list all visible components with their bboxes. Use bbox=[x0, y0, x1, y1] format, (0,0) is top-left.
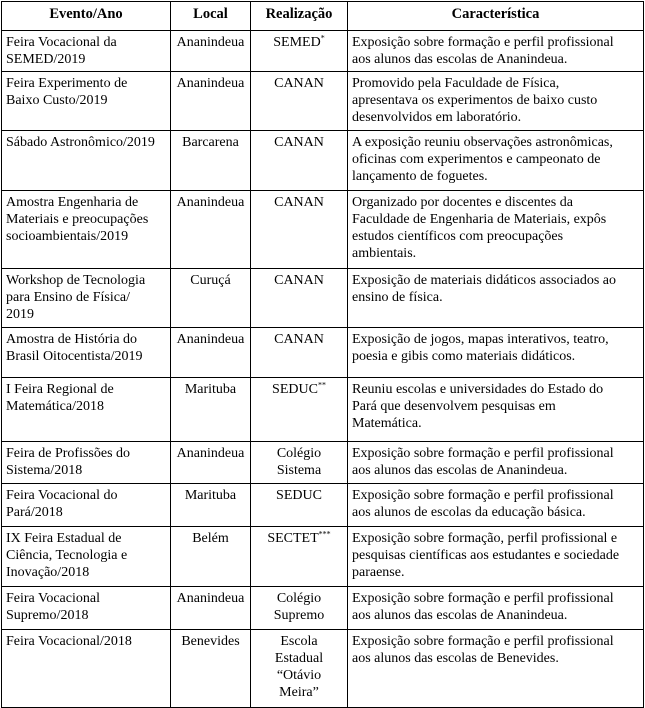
realizacao-line: CANAN bbox=[274, 135, 324, 150]
cell-caracteristica bbox=[348, 378, 644, 442]
realizacao-line: SEDUC bbox=[272, 382, 318, 397]
caracteristica-line: apresentava os experimentos de baixo custo bbox=[352, 93, 598, 108]
local-line: Ananindeua bbox=[176, 35, 245, 50]
cell-local bbox=[171, 527, 251, 587]
cell-local bbox=[171, 442, 251, 484]
cell-evento bbox=[2, 191, 171, 269]
evento-line: Feira de Profissões do bbox=[6, 446, 131, 461]
cell-local bbox=[171, 630, 251, 708]
caracteristica-line: Matemática. bbox=[352, 416, 422, 431]
evento-line: SEMED/2019 bbox=[6, 52, 86, 67]
caracteristica-line: Exposição sobre formação e perfil profissional bbox=[352, 591, 614, 606]
cell-local bbox=[171, 378, 251, 442]
table-row bbox=[2, 191, 644, 269]
caracteristica-line: Exposição sobre formação, perfil profissional e bbox=[352, 531, 618, 546]
header-realizacao: Realização bbox=[251, 2, 348, 31]
cell-realizacao bbox=[251, 269, 348, 328]
cell-caracteristica bbox=[348, 587, 644, 630]
table-row bbox=[2, 442, 644, 484]
table-row bbox=[2, 587, 644, 630]
local-line: Ananindeua bbox=[176, 76, 245, 91]
evento-line: Feira Vocacional do bbox=[6, 488, 118, 503]
cell-realizacao bbox=[251, 378, 348, 442]
caracteristica-line: Reuniu escolas e universidades do Estado do bbox=[352, 382, 604, 397]
table-row bbox=[2, 378, 644, 442]
realizacao-line: CANAN bbox=[274, 332, 324, 347]
evento-line: Baixo Custo/2019 bbox=[6, 93, 108, 108]
evento-line: Feira Vocacional da bbox=[6, 35, 117, 50]
cell-caracteristica bbox=[348, 269, 644, 328]
caracteristica-line: pesquisas científicas aos estudantes e sociedade bbox=[352, 548, 620, 563]
evento-line: Feira Experimento de bbox=[6, 76, 128, 91]
evento-line: Ciência, Tecnologia e bbox=[6, 548, 128, 563]
cell-realizacao bbox=[251, 442, 348, 484]
local-line: Ananindeua bbox=[176, 591, 245, 606]
caracteristica-line: lançamento de foguetes. bbox=[352, 169, 488, 184]
caracteristica-line: ambientais. bbox=[352, 246, 417, 261]
local-line: Ananindeua bbox=[176, 446, 245, 461]
cell-caracteristica bbox=[348, 527, 644, 587]
table-row bbox=[2, 630, 644, 708]
cell-evento bbox=[2, 484, 171, 527]
evento-line: Sábado Astronômico/2019 bbox=[6, 135, 155, 150]
local-line: Benevides bbox=[181, 634, 240, 649]
caracteristica-line: Exposição sobre formação e perfil profissional bbox=[352, 446, 614, 461]
evento-line: Workshop de Tecnologia bbox=[6, 273, 146, 288]
cell-realizacao bbox=[251, 630, 348, 708]
caracteristica-line: poesia e gibis como materiais didáticos. bbox=[352, 349, 576, 364]
caracteristica-line: Exposição de jogos, mapas interativos, teatro, bbox=[352, 332, 609, 347]
table-row bbox=[2, 131, 644, 191]
caracteristica-line: Exposição sobre formação e perfil profissional bbox=[352, 634, 614, 649]
cell-evento bbox=[2, 378, 171, 442]
table-row bbox=[2, 328, 644, 378]
caracteristica-line: Faculdade de Engenharia de Materiais, expôs bbox=[352, 212, 607, 227]
evento-line: IX Feira Estadual de bbox=[6, 531, 122, 546]
footnote-marker: * bbox=[320, 33, 325, 43]
cell-realizacao bbox=[251, 587, 348, 630]
cell-caracteristica bbox=[348, 442, 644, 484]
cell-realizacao bbox=[251, 191, 348, 269]
cell-caracteristica bbox=[348, 31, 644, 72]
local-line: Ananindeua bbox=[176, 195, 245, 210]
table-row bbox=[2, 72, 644, 131]
cell-caracteristica bbox=[348, 328, 644, 378]
realizacao-line: Estadual bbox=[274, 651, 324, 666]
caracteristica-line: aos alunos de escolas da educação básica. bbox=[352, 505, 586, 520]
caracteristica-line: oficinas com experimentos e campeonato de bbox=[352, 152, 601, 167]
header-row bbox=[2, 2, 644, 31]
evento-line: para Ensino de Física/ bbox=[6, 290, 131, 305]
cell-realizacao bbox=[251, 328, 348, 378]
evento-line: 2019 bbox=[6, 307, 34, 322]
caracteristica-line: aos alunos das escolas de Ananindeua. bbox=[352, 52, 568, 67]
realizacao-line: CANAN bbox=[274, 273, 324, 288]
header-evento: Evento/Ano bbox=[2, 2, 171, 31]
realizacao-line: SEDUC bbox=[276, 488, 322, 503]
evento-line: Amostra Engenharia de bbox=[6, 195, 139, 210]
caracteristica-line: Pará que desenvolvem pesquisas em bbox=[352, 399, 556, 414]
caracteristica-line: aos alunos das escolas de Benevides. bbox=[352, 651, 559, 666]
cell-evento bbox=[2, 131, 171, 191]
cell-evento bbox=[2, 328, 171, 378]
table-row bbox=[2, 484, 644, 527]
local-line: Marituba bbox=[184, 488, 237, 503]
cell-caracteristica bbox=[348, 191, 644, 269]
local-line: Ananindeua bbox=[176, 332, 245, 347]
caracteristica-line: Exposição sobre formação e perfil profissional bbox=[352, 35, 614, 50]
realizacao-line: Meira” bbox=[279, 685, 319, 700]
table-row bbox=[2, 269, 644, 328]
cell-local bbox=[171, 484, 251, 527]
cell-caracteristica bbox=[348, 131, 644, 191]
evento-line: Materiais e preocupações bbox=[6, 212, 149, 227]
caracteristica-line: Promovido pela Faculdade de Física, bbox=[352, 76, 560, 91]
caracteristica-line: A exposição reuniu observações astronômicas, bbox=[352, 135, 613, 150]
cell-evento bbox=[2, 31, 171, 72]
realizacao-line: Colégio bbox=[276, 591, 322, 606]
local-line: Belém bbox=[192, 531, 229, 546]
cell-evento bbox=[2, 269, 171, 328]
evento-line: Supremo/2018 bbox=[6, 608, 89, 623]
caracteristica-line: Exposição de materiais didáticos associados ao bbox=[352, 273, 616, 288]
evento-line: Brasil Oitocentista/2019 bbox=[6, 349, 143, 364]
evento-line: Feira Vocacional/2018 bbox=[6, 634, 132, 649]
evento-line: Inovação/2018 bbox=[6, 565, 90, 580]
evento-line: I Feira Regional de bbox=[6, 382, 114, 397]
cell-local bbox=[171, 72, 251, 131]
events-table bbox=[1, 1, 644, 708]
cell-evento bbox=[2, 587, 171, 630]
evento-line: socioambientais/2019 bbox=[6, 229, 129, 244]
cell-evento bbox=[2, 72, 171, 131]
caracteristica-line: Organizado por docentes e discentes da bbox=[352, 195, 573, 210]
evento-line: Matemática/2018 bbox=[6, 399, 104, 414]
cell-caracteristica bbox=[348, 630, 644, 708]
realizacao-line: Sistema bbox=[276, 463, 322, 478]
cell-local bbox=[171, 131, 251, 191]
caracteristica-line: estudos científicos com preocupações bbox=[352, 229, 564, 244]
evento-line: Amostra de História do bbox=[6, 332, 138, 347]
cell-realizacao bbox=[251, 484, 348, 527]
evento-line: Sistema/2018 bbox=[6, 463, 83, 478]
cell-local bbox=[171, 328, 251, 378]
realizacao-line: Colégio bbox=[276, 446, 322, 461]
cell-local bbox=[171, 587, 251, 630]
caracteristica-line: aos alunos das escolas de Ananindeua. bbox=[352, 463, 568, 478]
local-line: Curuçá bbox=[190, 273, 231, 288]
realizacao-line: SECTET bbox=[267, 531, 319, 546]
realizacao-line: CANAN bbox=[274, 195, 324, 210]
cell-evento bbox=[2, 442, 171, 484]
realizacao-line: “Otávio bbox=[276, 668, 322, 683]
caracteristica-line: Exposição sobre formação e perfil profissional bbox=[352, 488, 614, 503]
cell-local bbox=[171, 269, 251, 328]
evento-line: Feira Vocacional bbox=[6, 591, 100, 606]
caracteristica-line: ensino de física. bbox=[352, 290, 443, 305]
cell-realizacao bbox=[251, 31, 348, 72]
cell-local bbox=[171, 191, 251, 269]
cell-caracteristica bbox=[348, 72, 644, 131]
local-line: Barcarena bbox=[182, 135, 239, 150]
cell-evento bbox=[2, 630, 171, 708]
evento-line: Pará/2018 bbox=[6, 505, 63, 520]
cell-caracteristica bbox=[348, 484, 644, 527]
realizacao-line: CANAN bbox=[274, 76, 324, 91]
realizacao-line: Escola bbox=[280, 634, 318, 649]
table-row bbox=[2, 31, 644, 72]
cell-local bbox=[171, 31, 251, 72]
cell-realizacao bbox=[251, 527, 348, 587]
cell-realizacao bbox=[251, 131, 348, 191]
local-line: Marituba bbox=[184, 382, 237, 397]
realizacao-line: Supremo bbox=[273, 608, 325, 623]
cell-evento bbox=[2, 527, 171, 587]
cell-realizacao bbox=[251, 72, 348, 131]
caracteristica-line: paraense. bbox=[352, 565, 405, 580]
caracteristica-line: desenvolvidos em laboratório. bbox=[352, 110, 522, 125]
footnote-marker: *** bbox=[318, 529, 331, 539]
realizacao-line: SEMED bbox=[273, 35, 321, 50]
caracteristica-line: aos alunos das escolas de Ananindeua. bbox=[352, 608, 568, 623]
table-row bbox=[2, 527, 644, 587]
footnote-marker: ** bbox=[317, 380, 326, 390]
header-local: Local bbox=[171, 2, 251, 31]
header-caracteristica: Característica bbox=[348, 2, 644, 31]
